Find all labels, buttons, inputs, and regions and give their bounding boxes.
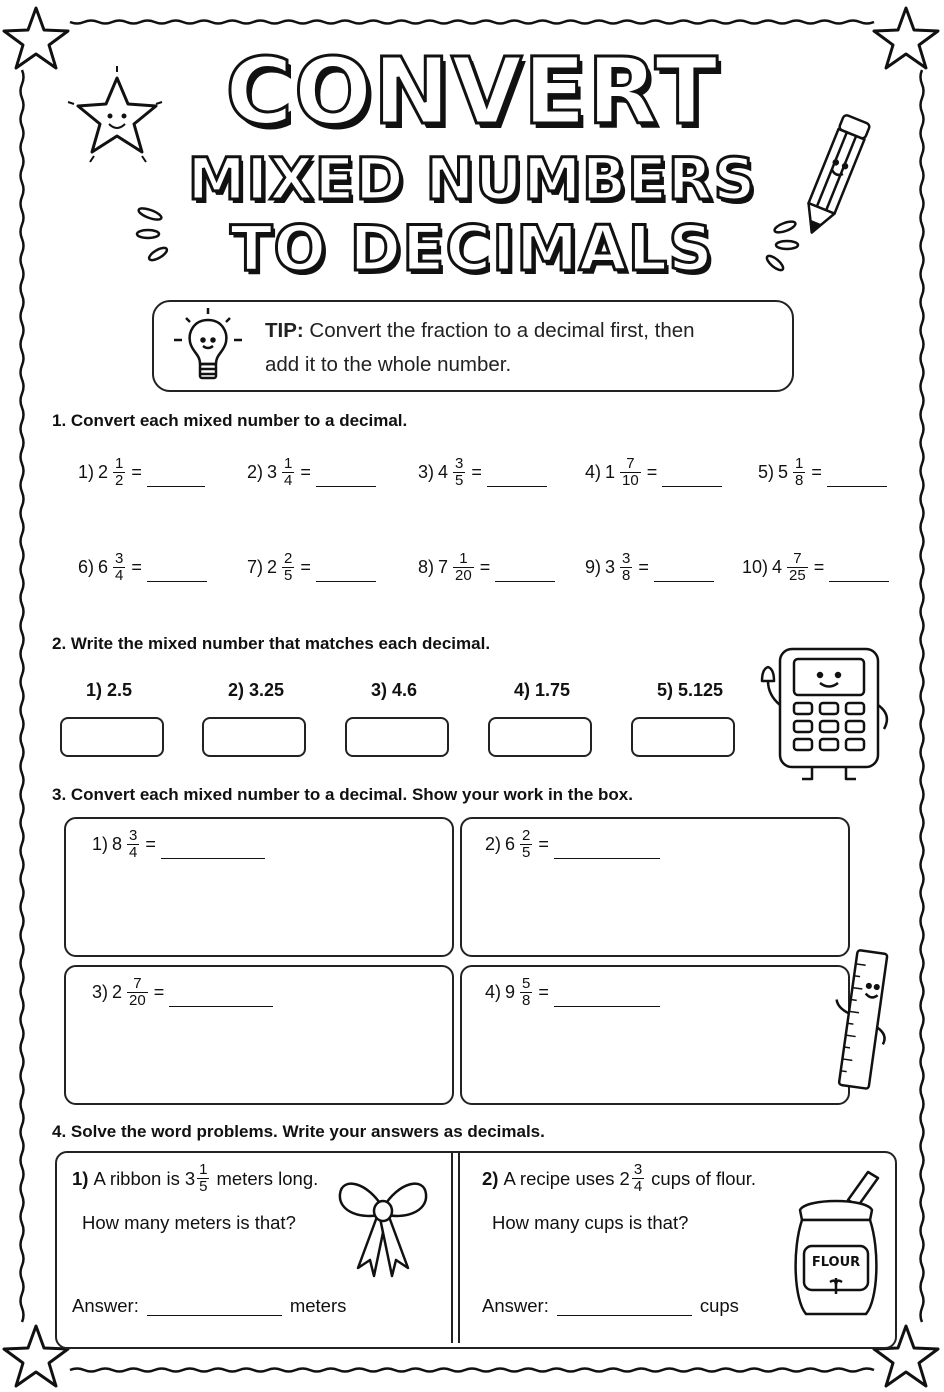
problem-label: 7) — [247, 557, 264, 577]
numerator: 7 — [793, 550, 802, 567]
decimal-value: 3) 4.6 — [371, 680, 418, 700]
equals-sign: = — [145, 834, 156, 854]
pencil-icon — [795, 105, 875, 245]
word-problem-statement — [72, 1162, 318, 1195]
numerator: 3 — [455, 455, 464, 472]
numerator: 7 — [626, 455, 635, 472]
denominator: 4 — [633, 1178, 643, 1195]
fraction — [282, 551, 294, 584]
denominator: 5 — [199, 1178, 208, 1195]
answer-blank[interactable] — [147, 563, 207, 582]
fraction — [620, 456, 641, 489]
flour-bag-icon — [786, 1170, 886, 1322]
problem-label: 2) — [482, 1167, 499, 1189]
numerator: 2 — [522, 827, 531, 844]
equals-sign: = — [646, 462, 658, 482]
equals-sign: = — [300, 462, 311, 482]
fraction — [793, 456, 805, 489]
mixed-number-problem — [418, 456, 547, 489]
answer-blank[interactable] — [654, 563, 714, 582]
answer-label: Answer: — [72, 1295, 139, 1316]
equals-sign: = — [131, 557, 142, 577]
mixed-number-problem — [418, 551, 555, 584]
equals-sign: = — [638, 557, 649, 577]
tip-label: TIP: — [265, 319, 304, 342]
denominator: 20 — [129, 992, 146, 1009]
equals-sign: = — [479, 557, 491, 577]
numerator: 1 — [199, 1161, 208, 1178]
numerator: 1 — [459, 550, 468, 567]
flour-label: FLOUR — [811, 1255, 861, 1270]
mixed-number-problem — [485, 828, 660, 861]
problem-text: cups of flour. — [651, 1167, 757, 1189]
equals-sign: = — [300, 557, 311, 577]
denominator: 5 — [284, 567, 293, 584]
whole-number: 7 — [438, 557, 449, 577]
lightbulb-icon — [172, 306, 244, 386]
problem-label: 10) — [742, 557, 769, 577]
numerator: 3 — [633, 1161, 643, 1178]
equals-sign: = — [153, 982, 165, 1002]
equals-sign: = — [813, 557, 825, 577]
whole-number: 3 — [605, 557, 616, 577]
problem-text: meters long. — [216, 1167, 319, 1189]
answer-blank[interactable] — [147, 1297, 282, 1316]
answer-blank[interactable] — [316, 468, 376, 487]
fraction — [787, 551, 808, 584]
denominator: 8 — [622, 567, 631, 584]
problem-label: 4) — [485, 982, 502, 1002]
fraction — [282, 456, 294, 489]
fraction — [453, 456, 465, 489]
problem-label: 1) — [72, 1167, 89, 1189]
mixed-number-problem — [742, 551, 889, 584]
problem-label: 3) — [418, 462, 435, 482]
problem-text: A ribbon is — [93, 1167, 180, 1189]
mixed-number-problem — [247, 456, 376, 489]
problem-label: 4) — [585, 462, 602, 482]
problem-label: 2) — [485, 834, 502, 854]
fraction — [520, 828, 532, 861]
answer-blank[interactable] — [495, 563, 555, 582]
word-problem-question: How many cups is that? — [492, 1212, 689, 1233]
fraction — [127, 976, 148, 1009]
mixed-number-problem — [78, 456, 205, 489]
problem-label: 1) — [92, 834, 109, 854]
fraction — [520, 976, 532, 1009]
answer-blank[interactable] — [827, 468, 887, 487]
answer-blank[interactable] — [147, 468, 205, 487]
smiling-star-icon — [62, 62, 172, 172]
tip-line-1: Convert the fraction to a decimal first, then — [303, 319, 695, 342]
fraction — [620, 551, 632, 584]
equals-sign: = — [811, 462, 822, 482]
whole-number: 3 — [184, 1167, 196, 1189]
problem-label: 9) — [585, 557, 602, 577]
fraction — [453, 551, 474, 584]
denominator: 25 — [789, 567, 806, 584]
title-line-3: TO DECIMALS — [230, 212, 714, 285]
denominator: 4 — [129, 844, 138, 861]
answer-blank[interactable] — [662, 468, 722, 487]
title-line-2: MIXED NUMBERS — [187, 145, 757, 213]
whole-number: 4 — [772, 557, 783, 577]
denominator: 4 — [115, 567, 124, 584]
equals-sign: = — [131, 462, 142, 482]
denominator: 5 — [522, 844, 531, 861]
fraction — [127, 828, 139, 861]
whole-number: 1 — [605, 462, 616, 482]
calculator-icon — [758, 645, 898, 787]
mixed-number-problem — [485, 976, 660, 1009]
whole-number: 2 — [98, 462, 109, 482]
denominator: 10 — [622, 472, 639, 489]
denominator: 4 — [284, 472, 293, 489]
denominator: 5 — [455, 472, 464, 489]
section-2-heading: 2. Write the mixed number that matches each decimal. — [52, 634, 491, 653]
answer-blank[interactable] — [161, 840, 265, 859]
whole-number: 4 — [438, 462, 449, 482]
equals-sign: = — [538, 982, 549, 1002]
numerator: 3 — [622, 550, 631, 567]
answer-blank[interactable] — [554, 840, 660, 859]
fraction — [197, 1162, 209, 1195]
tip-line-2: add it to the whole number. — [265, 353, 512, 376]
answer-box[interactable] — [202, 717, 306, 757]
sparkle-icon — [130, 200, 190, 270]
mixed-number-problem — [585, 551, 714, 584]
whole-number: 3 — [267, 462, 278, 482]
whole-number: 8 — [112, 834, 123, 854]
mixed-number-problem — [78, 551, 207, 584]
numerator: 5 — [522, 975, 531, 992]
fraction — [113, 551, 125, 584]
answer-blank[interactable] — [829, 563, 889, 582]
problem-label: 6) — [78, 557, 95, 577]
mixed-number-problem — [758, 456, 887, 489]
answer-box[interactable] — [631, 717, 735, 757]
whole-number: 2 — [619, 1167, 630, 1189]
numerator: 1 — [284, 455, 293, 472]
whole-number: 2 — [267, 557, 278, 577]
numerator: 3 — [129, 827, 138, 844]
bow-icon — [328, 1168, 438, 1282]
problem-label: 5) — [758, 462, 775, 482]
section-3-heading: 3. Convert each mixed number to a decimal. Show your work in the box. — [52, 785, 633, 804]
decimal-value: 1) 2.5 — [86, 680, 133, 700]
whole-number: 2 — [112, 982, 123, 1002]
mixed-number-problem — [92, 828, 265, 861]
mixed-number-problem — [585, 456, 722, 489]
equals-sign: = — [471, 462, 482, 482]
whole-number: 5 — [778, 462, 789, 482]
word-problem-question: How many meters is that? — [82, 1212, 296, 1233]
answer-unit: meters — [289, 1295, 347, 1316]
answer-blank[interactable] — [169, 988, 273, 1007]
answer-box[interactable] — [488, 717, 592, 757]
ruler-icon — [820, 945, 900, 1095]
problem-label: 3) — [92, 982, 109, 1002]
numerator: 3 — [115, 550, 124, 567]
equals-sign: = — [538, 834, 549, 854]
decimal-value: 4) 1.75 — [514, 680, 571, 700]
whole-number: 9 — [505, 982, 516, 1002]
whole-number: 6 — [98, 557, 109, 577]
answer-blank[interactable] — [554, 988, 660, 1007]
fraction — [113, 456, 125, 489]
decimal-value: 2) 3.25 — [228, 680, 285, 700]
denominator: 20 — [455, 567, 472, 584]
answer-box[interactable] — [60, 717, 164, 757]
tip-text — [265, 314, 785, 382]
answer-blank[interactable] — [487, 468, 547, 487]
section-4-heading: 4. Solve the word problems. Write your answers as decimals. — [52, 1122, 545, 1141]
problem-label: 1) — [78, 462, 95, 482]
whole-number: 6 — [505, 834, 516, 854]
decimal-value: 5) 5.125 — [657, 680, 724, 700]
answer-label: Answer: — [482, 1295, 549, 1316]
answer-line — [482, 1295, 739, 1317]
numerator: 7 — [133, 975, 142, 992]
answer-blank[interactable] — [316, 563, 376, 582]
numerator: 1 — [115, 455, 124, 472]
numerator: 2 — [284, 550, 293, 567]
denominator: 2 — [115, 472, 124, 489]
answer-box[interactable] — [345, 717, 449, 757]
denominator: 8 — [522, 992, 531, 1009]
word-problem-statement — [482, 1162, 756, 1195]
denominator: 8 — [795, 472, 804, 489]
mixed-number-problem — [92, 976, 273, 1009]
problem-label: 8) — [418, 557, 435, 577]
divider — [458, 1153, 460, 1343]
fraction — [632, 1162, 644, 1195]
answer-unit: cups — [699, 1295, 739, 1316]
numerator: 1 — [795, 455, 804, 472]
problem-text: A recipe uses — [503, 1167, 615, 1189]
mixed-number-problem — [247, 551, 376, 584]
divider — [451, 1153, 453, 1343]
section-1-heading: 1. Convert each mixed number to a decimal. — [52, 411, 408, 430]
answer-line — [72, 1295, 346, 1317]
title-line-1: CONVERT — [225, 38, 719, 145]
answer-blank[interactable] — [557, 1297, 692, 1316]
problem-label: 2) — [247, 462, 264, 482]
